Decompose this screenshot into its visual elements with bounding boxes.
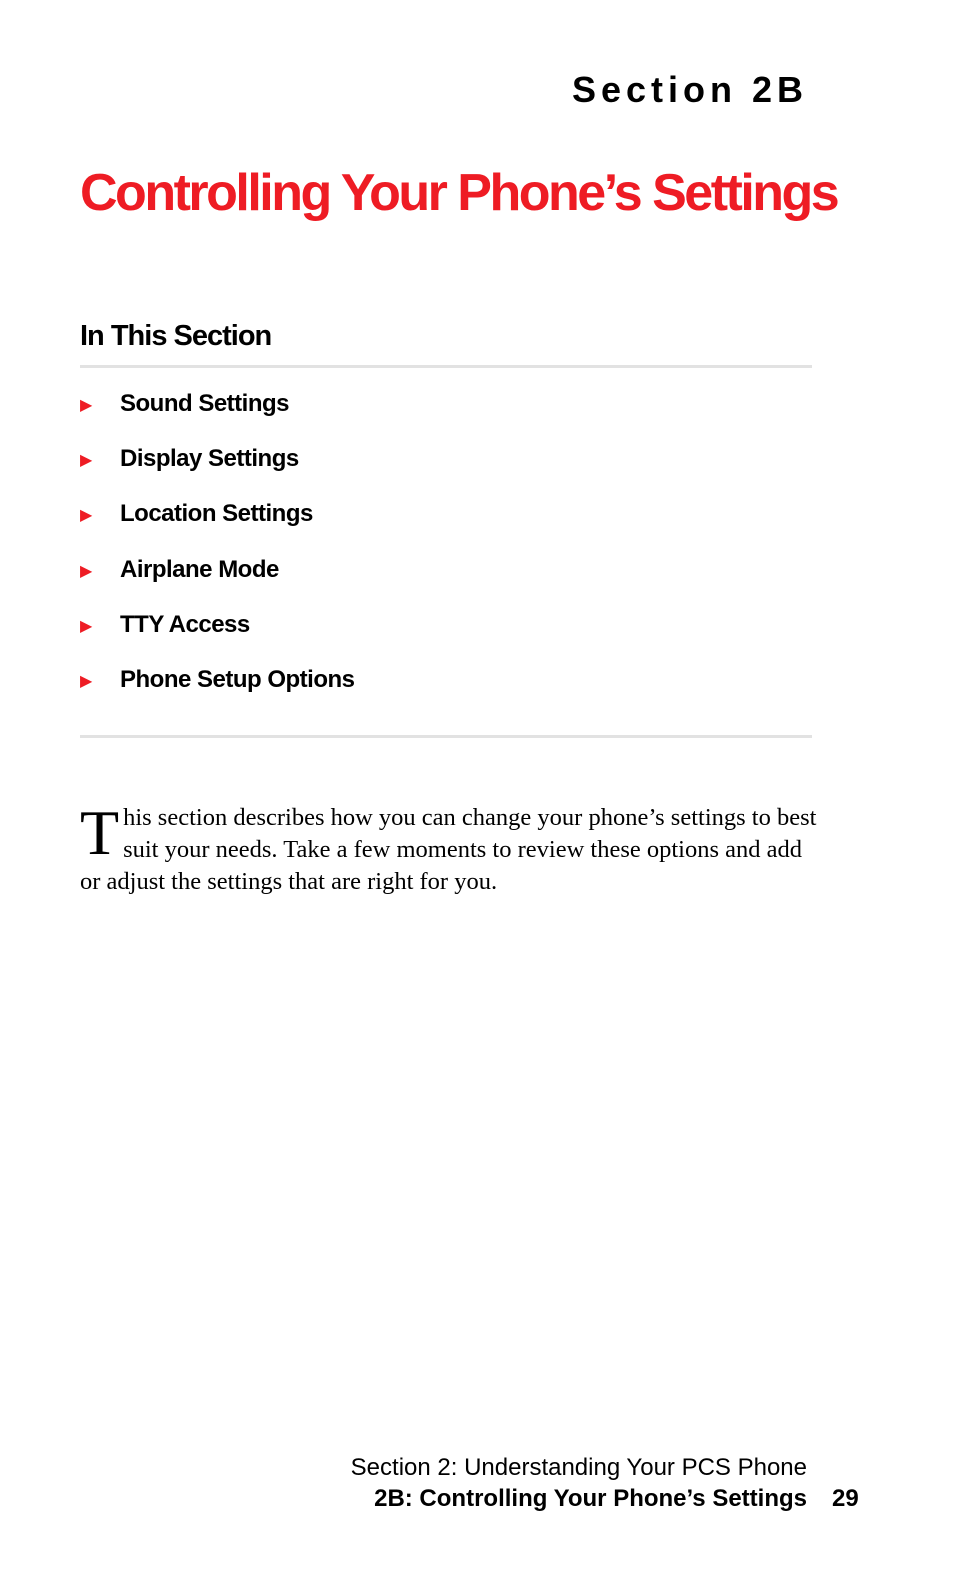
topic-label: TTY Access [120, 610, 250, 638]
topic-label: Display Settings [120, 445, 299, 473]
red-triangle-bullet-icon: ▶ [80, 562, 93, 580]
page-title: Controlling Your Phone’s Settings [80, 164, 838, 222]
in-this-section-heading: In This Section [80, 320, 272, 352]
page-number: 29 [832, 1485, 859, 1512]
footer-section-line: Section 2: Understanding Your PCS Phone [350, 1454, 807, 1481]
topic-label: Airplane Mode [120, 555, 279, 583]
topic-item-location-settings [80, 496, 355, 551]
red-triangle-bullet-icon: ▶ [80, 617, 93, 635]
red-triangle-bullet-icon: ▶ [80, 452, 93, 470]
section-label: Section 2B [571, 69, 808, 110]
top-divider [80, 365, 812, 368]
topic-label: Phone Setup Options [120, 665, 355, 693]
topic-item-sound-settings [80, 386, 355, 441]
intro-text: his section describes how you can change your phone’s settings to best suit your needs. Take a few moments to review these options and add or adjust the settings that are right for you. [80, 804, 817, 895]
intro-paragraph [80, 797, 820, 898]
bottom-divider [80, 735, 812, 738]
topic-item-tty-access [80, 607, 355, 662]
topic-item-phone-setup-options [80, 662, 355, 717]
topic-item-display-settings [80, 441, 355, 496]
topic-item-airplane-mode [80, 552, 355, 607]
topic-label: Location Settings [120, 500, 313, 528]
footer-chapter-line: 2B: Controlling Your Phone’s Settings [374, 1485, 807, 1512]
red-triangle-bullet-icon: ▶ [80, 507, 93, 525]
drop-cap: T [80, 797, 120, 868]
red-triangle-bullet-icon: ▶ [80, 672, 93, 690]
topic-label: Sound Settings [120, 390, 289, 417]
topic-list [80, 386, 355, 717]
red-triangle-bullet-icon: ▶ [80, 397, 93, 414]
